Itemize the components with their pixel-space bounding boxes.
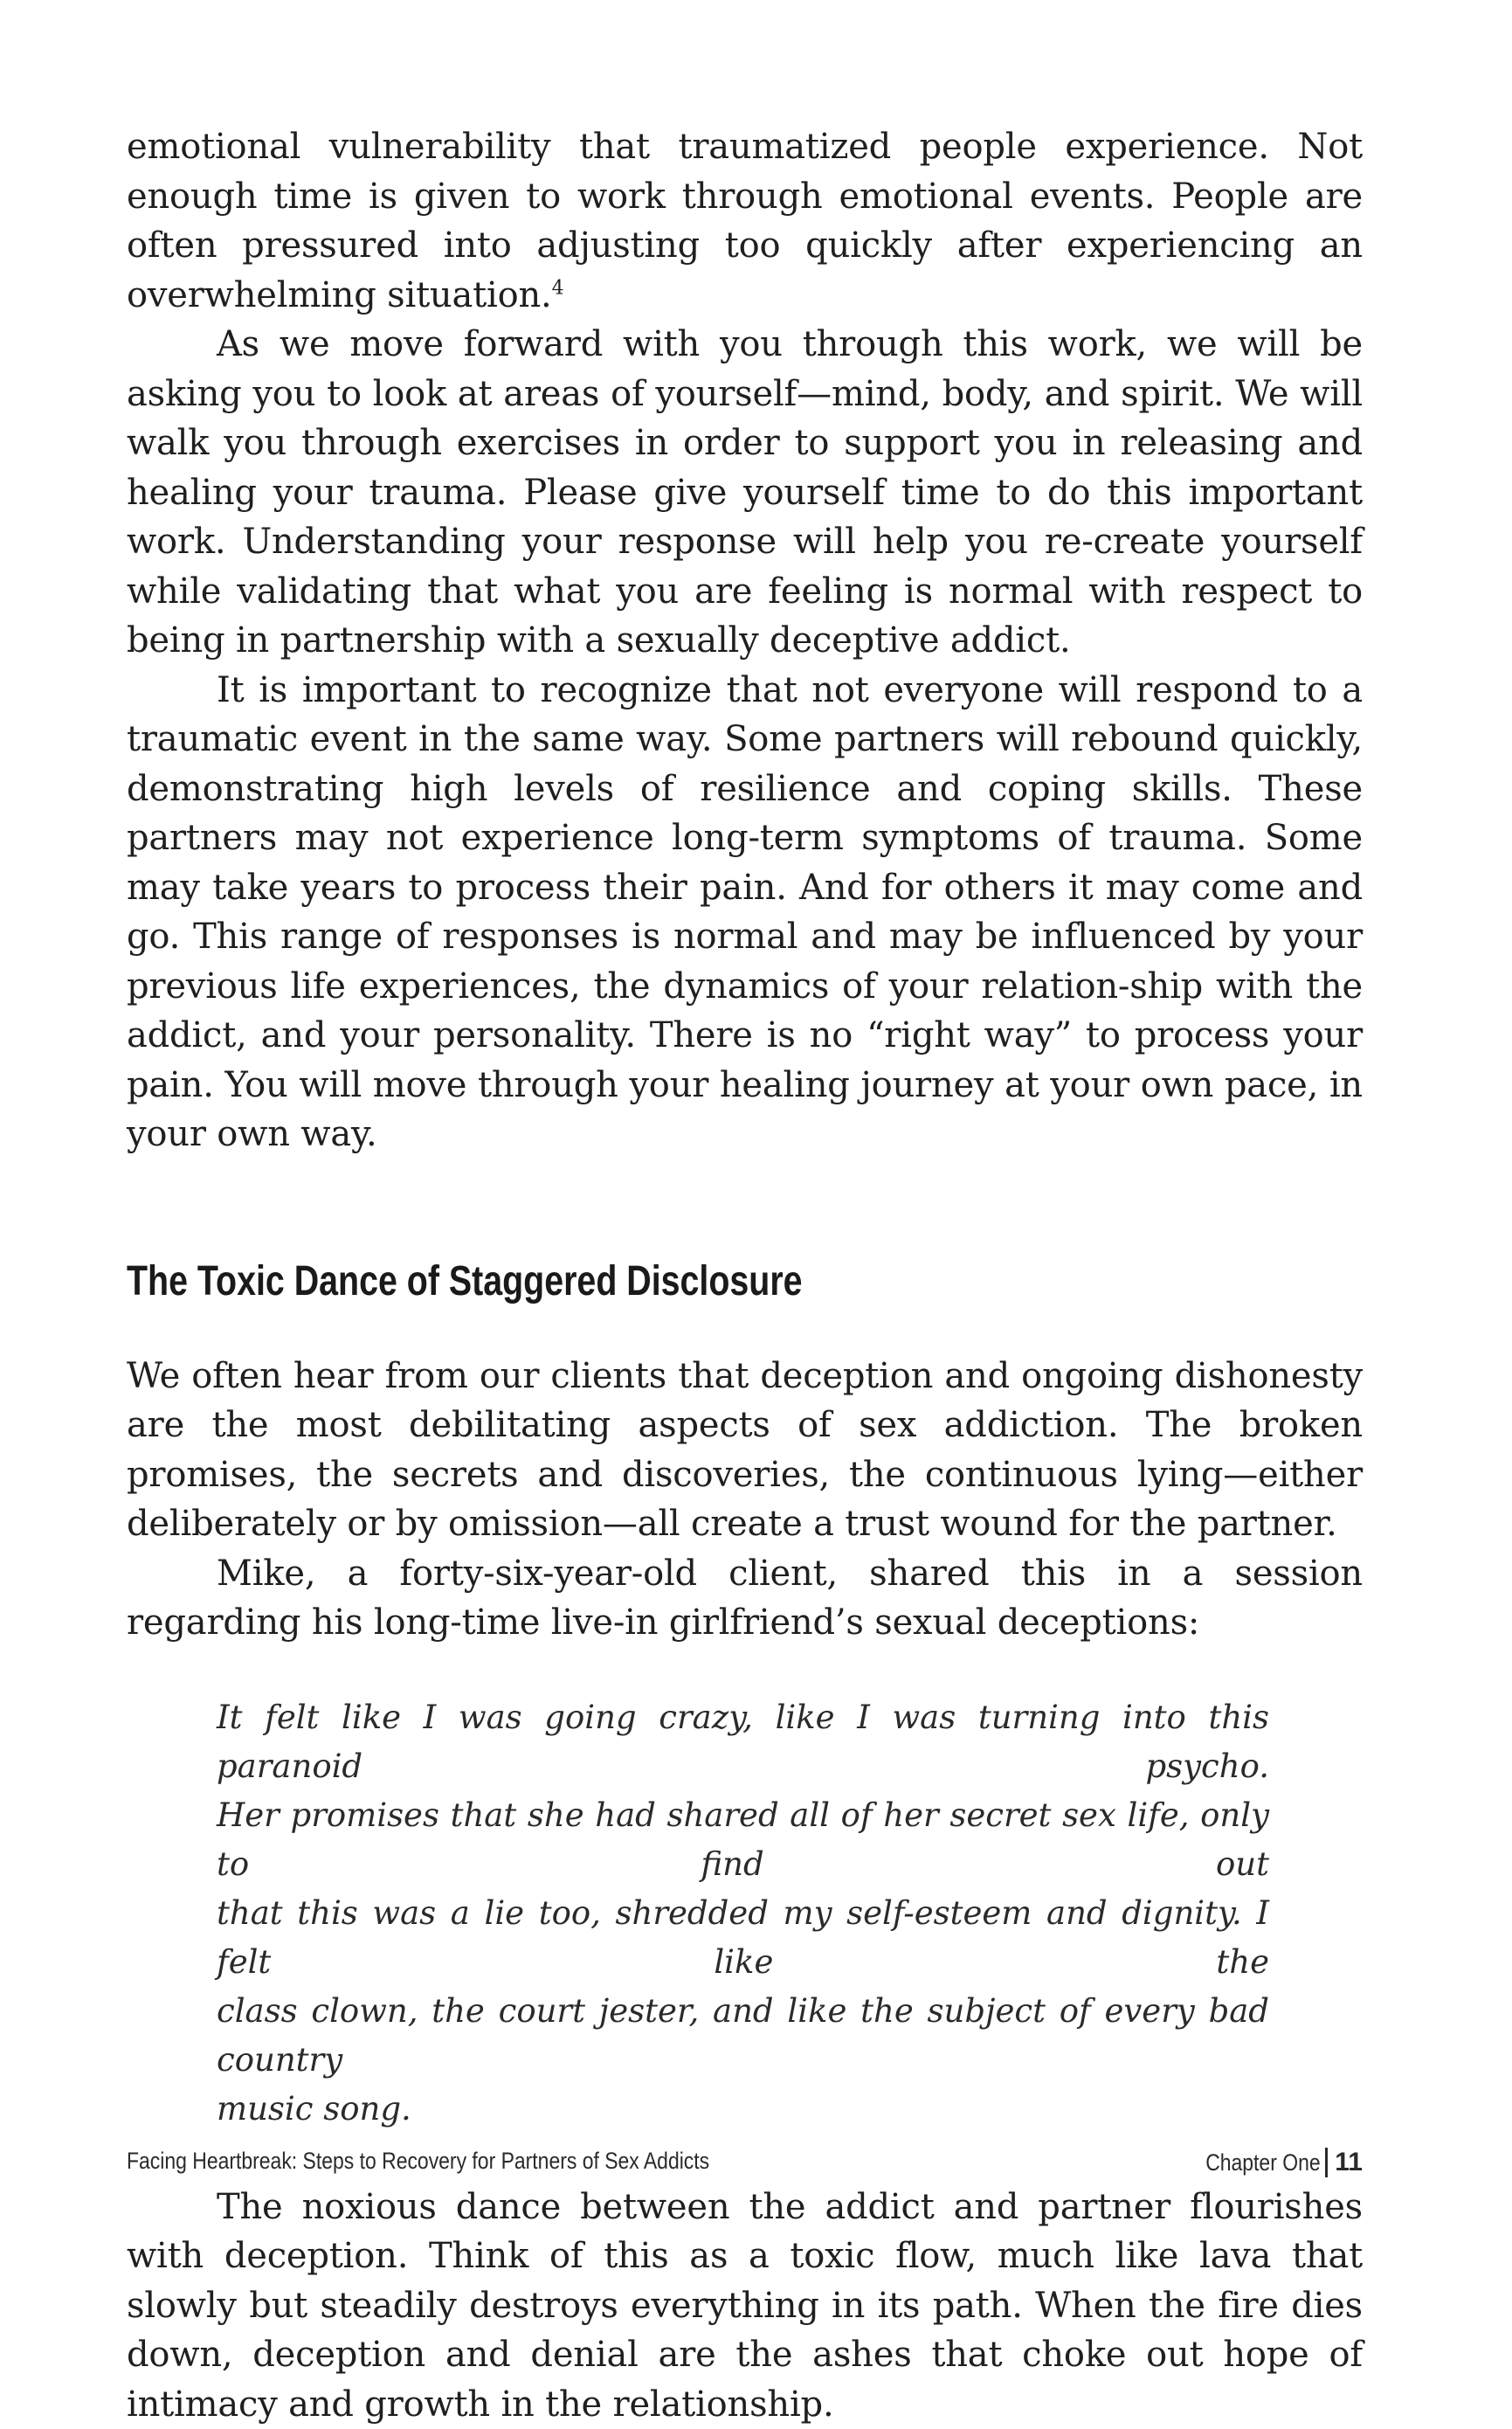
page-footer	[127, 2148, 1363, 2183]
page-number: 11	[1335, 2148, 1363, 2177]
footer-book-title: Facing Heartbreak: Steps to Recovery for Partners of Sex Addicts	[127, 2148, 709, 2175]
paragraph-1-text: emotional vulnerability that traumatized people experience. Not enough time is given to work through emotional events. People are often pressured into adjusting too quickly after experiencing an overwhelming situation.	[127, 127, 1363, 315]
footer-separator	[1325, 2148, 1328, 2177]
quote-line: Her promises that she had shared all of her secret sex life, only to find out	[217, 1791, 1269, 1889]
block-quote	[217, 1693, 1269, 2134]
paragraph-3: It is important to recognize that not everyone will respond to a traumatic event in the same way. Some partners will rebound quickly, demonstrating high levels of resilience and coping skills. These partners may not experience long-term symptoms of trauma. Some may take years to process their pain. And for others it may come and go. This range of responses is normal and may be influenced by your previous life experiences, the dynamics of your relation-ship with the addict, and your personality. There is no “right way” to process your pain. You will move through your healing journey at your own pace, in your own way.	[127, 666, 1363, 1159]
page-body	[127, 122, 1363, 2429]
quote-line: class clown, the court jester, and like the subject of every bad country	[217, 1987, 1269, 2085]
quote-line: music song.	[217, 2085, 1269, 2134]
quote-line: It felt like I was going crazy, like I was turning into this paranoid psycho.	[217, 1693, 1269, 1791]
paragraph-6: The noxious dance between the addict and partner flourishes with deception. Think of this as a toxic flow, much like lava that slowly but steadily destroys everything in its path. When the fire dies down, deception and denial are the ashes that choke out hope of intimacy and growth in the relationship.	[127, 2183, 1363, 2429]
footer-chapter-info	[1185, 2148, 1363, 2177]
footnote-marker: 4	[552, 277, 564, 299]
paragraph-5: Mike, a forty-six-year-old client, shared this in a session regarding his long-time live-in girlfriend’s sexual deceptions:	[127, 1549, 1363, 1648]
section-heading: The Toxic Dance of Staggered Disclosure	[127, 1256, 1140, 1308]
paragraph-1	[127, 122, 1363, 320]
paragraph-4: We often hear from our clients that deception and ongoing dishonesty are the most debilitating aspects of sex addiction. The broken promises, the secrets and discoveries, the continuous lying—either deliberately or by omission—all create a trust wound for the partner.	[127, 1352, 1363, 1549]
footer-chapter-label: Chapter One	[1205, 2149, 1320, 2176]
quote-line: that this was a lie too, shredded my self-esteem and dignity. I felt like the	[217, 1889, 1269, 1987]
paragraph-2: As we move forward with you through this work, we will be asking you to look at areas of yourself—mind, body, and spirit. We will walk you through exercises in order to support you in releasing and healing your trauma. Please give yourself time to do this important work. Understanding your response will help you re-create yourself while validating that what you are feeling is normal with respect to being in partnership with a sexually deceptive addict.	[127, 320, 1363, 666]
